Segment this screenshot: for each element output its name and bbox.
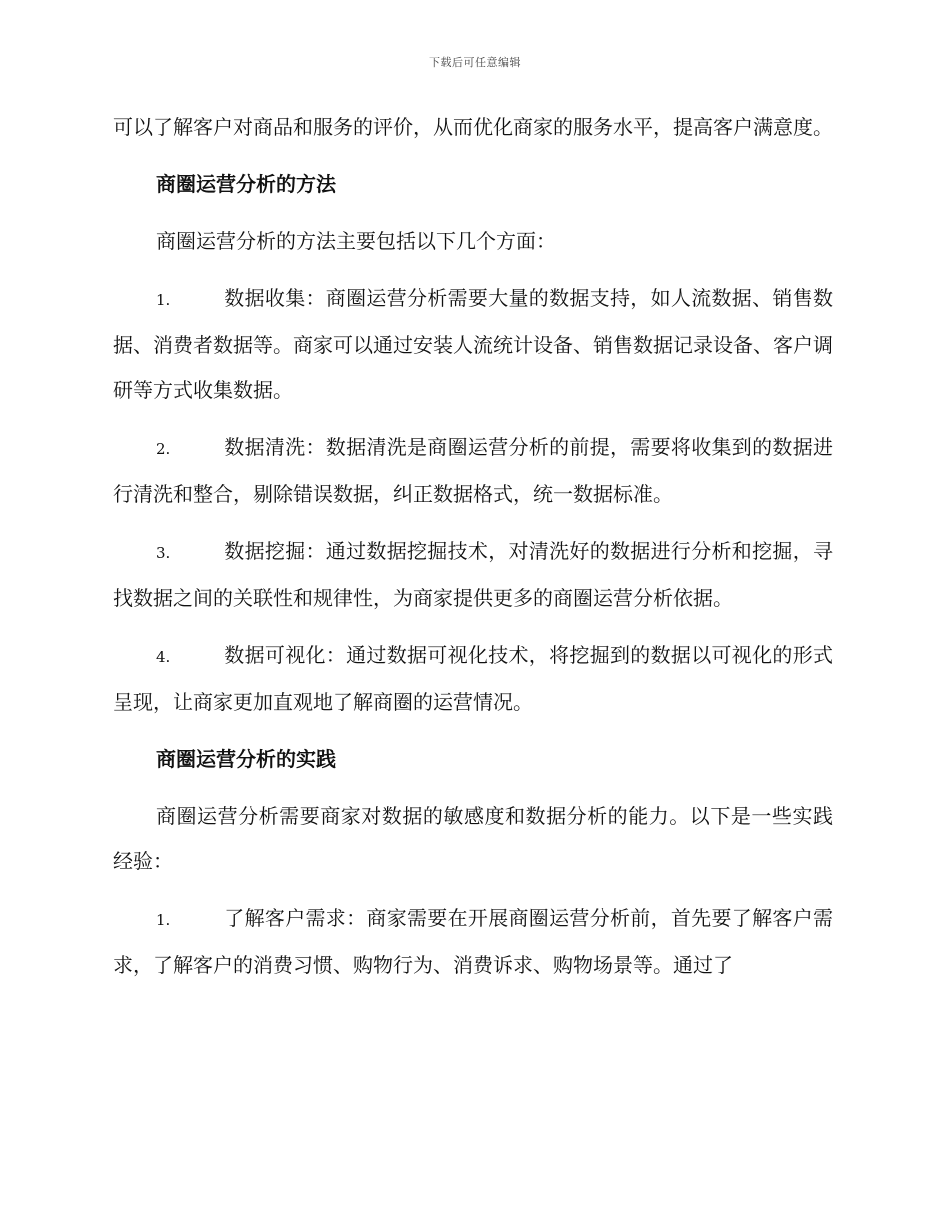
list-number: 1. — [156, 911, 171, 929]
list-item — [113, 529, 833, 621]
list-item-text: 数据可视化：通过数据可视化技术，将挖掘到的数据以可视化的形式呈现，让商家更加直观地了解商圈的运营情况。 — [113, 643, 833, 714]
list-item — [113, 896, 833, 988]
intro-continuation-paragraph: 可以了解客户对商品和服务的评价，从而优化商家的服务水平，提高客户满意度。 — [113, 115, 833, 139]
list-item-text: 数据挖掘：通过数据挖掘技术，对清洗好的数据进行分析和挖掘，寻找数据之间的关联性和规律性，为商家提供更多的商圈运营分析依据。 — [113, 539, 833, 610]
list-item — [113, 425, 833, 517]
list-number: 1. — [156, 291, 171, 309]
practice-heading: 商圈运营分析的实践 — [156, 747, 336, 771]
list-item — [113, 276, 833, 413]
list-number: 3. — [156, 544, 171, 562]
list-item — [113, 633, 833, 725]
practice-intro-paragraph: 商圈运营分析需要商家对数据的敏感度和数据分析的能力。以下是一些实践经验： — [113, 804, 833, 873]
list-number: 2. — [156, 440, 171, 458]
methods-intro-paragraph: 商圈运营分析的方法主要包括以下几个方面： — [156, 229, 556, 253]
list-item-text: 数据清洗：数据清洗是商圈运营分析的前提，需要将收集到的数据进行清洗和整合，剔除错误数据，纠正数据格式，统一数据标准。 — [113, 435, 833, 506]
list-number: 4. — [156, 648, 171, 666]
list-item-text: 数据收集：商圈运营分析需要大量的数据支持，如人流数据、销售数据、消费者数据等。商家可以通过安装人流统计设备、销售数据记录设备、客户调研等方式收集数据。 — [113, 286, 833, 402]
methods-heading: 商圈运营分析的方法 — [156, 172, 336, 196]
list-item-text: 了解客户需求：商家需要在开展商圈运营分析前，首先要了解客户需求，了解客户的消费习惯、购物行为、消费诉求、购物场景等。通过了 — [113, 906, 833, 977]
document-body — [113, 105, 833, 1000]
page-header: 下载后可任意编辑 — [429, 56, 521, 69]
